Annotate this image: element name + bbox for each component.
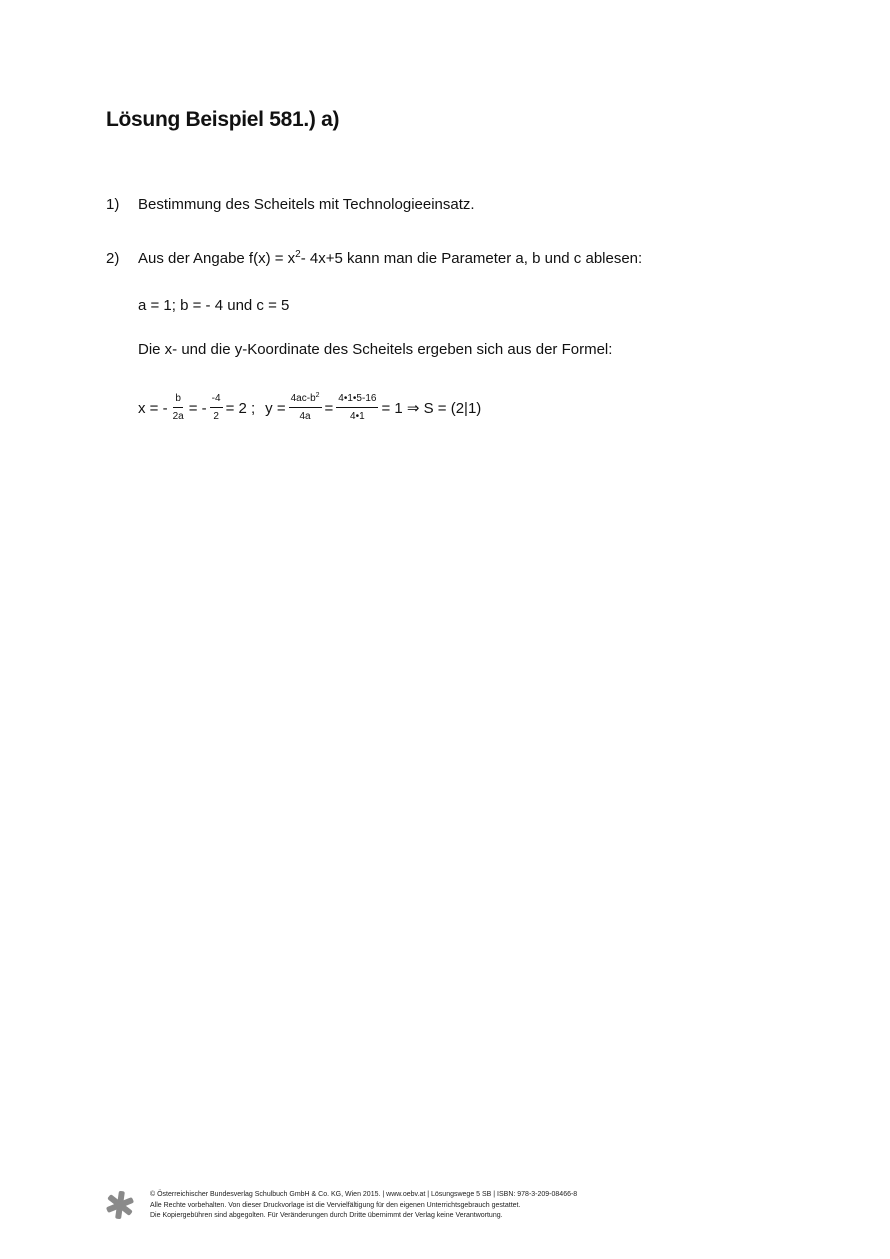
formula-intro-line: Die x- und die y-Koordinate des Scheitels ergeben sich aus der Formel: (138, 341, 613, 358)
footer-line-2: Alle Rechte vorbehalten. Von dieser Druckvorlage ist die Vervielfältigung für den eigenen Unterrichtsgebrauch gestattet. (150, 1201, 521, 1209)
parameters-line: a = 1; b = - 4 und c = 5 (138, 297, 290, 314)
denominator: 2a (172, 411, 184, 422)
publisher-asterisk-logo-icon (105, 1190, 135, 1220)
footer-line-1: © Österreichischer Bundesverlag Schulbuch GmbH & Co. KG, Wien 2015. | www.oebv.at | Lösungswege 5 SB | ISBN: 978-3-209-08466-8 (150, 1191, 578, 1198)
x-lhs: x = - (138, 399, 168, 417)
copyright-footer (150, 1190, 577, 1222)
y-result: = 1 ⇒ S = (2|1) (381, 400, 482, 417)
denominator: 4•1 (350, 411, 365, 422)
item-number: 1) (106, 196, 120, 213)
numerator: 4•1•5-16 (336, 394, 378, 408)
vertex-formula (138, 388, 481, 428)
item-text-pre: Aus der Angabe f(x) = x (138, 250, 296, 267)
item-number: 2) (106, 250, 120, 267)
item-text-post: - 4x+5 kann man die Parameter a, b und c ablesen: (300, 250, 643, 267)
exponent: 2 (315, 392, 320, 399)
equals-minus: = - (188, 399, 207, 417)
fraction-b-over-2a (171, 394, 186, 422)
denominator: 4a (299, 411, 311, 422)
numerator: b (173, 394, 183, 408)
exponent: 2 (295, 249, 301, 260)
item-text: Bestimmung des Scheitels mit Technologieeinsatz. (138, 196, 475, 213)
footer-line-3: Die Kopiergebühren sind abgegolten. Für Veränderungen durch Dritte übernimmt der Verlag keine Verantwortung. (150, 1212, 503, 1219)
fraction-evaluated (336, 394, 378, 422)
numerator-base: 4ac-b (290, 393, 316, 404)
x-result: = 2 ; (225, 399, 256, 417)
page-title: Lösung Beispiel 581.) a) (106, 108, 340, 131)
item-text (138, 250, 642, 267)
denominator: 2 (213, 411, 219, 422)
numerator: -4 (210, 394, 223, 408)
equals-sign: = (324, 399, 334, 417)
fraction-4ac-b2-over-4a (289, 394, 322, 422)
fraction-minus4-over-2 (210, 394, 223, 422)
numerator (289, 394, 322, 408)
y-lhs: y = (265, 399, 286, 417)
